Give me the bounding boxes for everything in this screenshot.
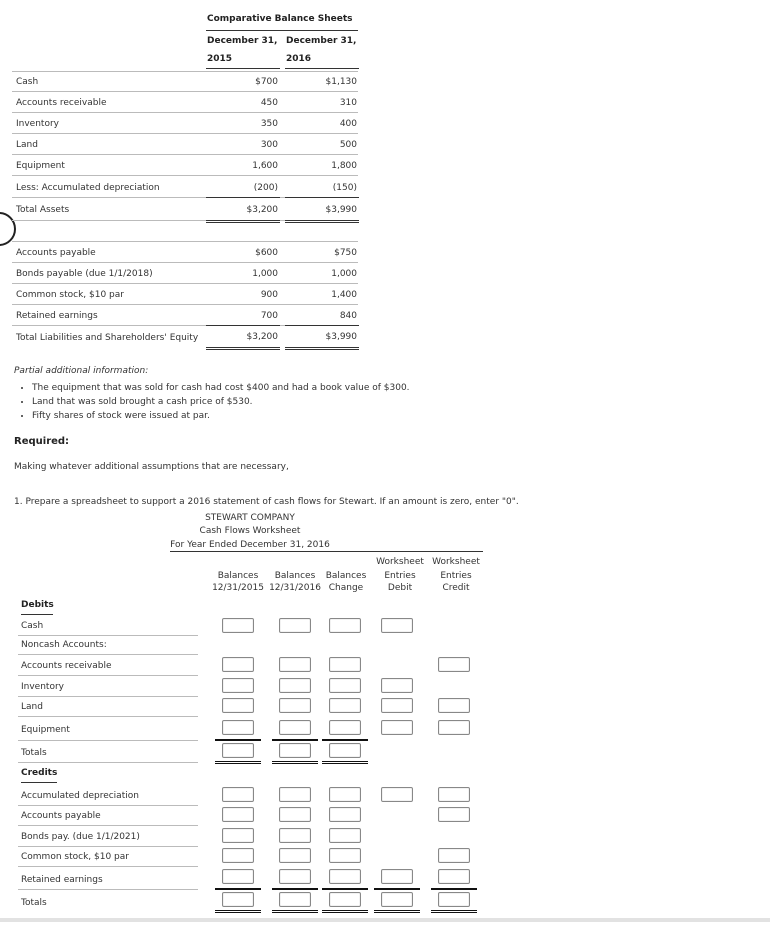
liability-2016-value: 840 <box>339 311 357 321</box>
question-text: 1. Prepare a spreadsheet to support a 2016 statement of cash flows for Stewart. If an amount is zero, enter "0". <box>14 497 519 507</box>
bonds-bal2016-input[interactable] <box>279 828 311 843</box>
re-credit-input[interactable] <box>438 869 470 884</box>
bonds-bal2015-input[interactable] <box>222 828 254 843</box>
row-rule <box>18 635 198 636</box>
credit-total-rule-debit <box>374 888 420 890</box>
double-rule-2015 <box>206 347 280 350</box>
equipment-debit-input[interactable] <box>381 720 413 735</box>
inventory-bal2016-input[interactable] <box>279 678 311 693</box>
asset-2015-value: 300 <box>260 140 278 150</box>
debits-underline <box>21 614 53 615</box>
asset-2015-value: 350 <box>260 119 278 129</box>
company-name: STEWART COMPANY <box>205 513 295 523</box>
partial-info-list <box>18 383 410 425</box>
row-rule <box>12 112 358 113</box>
debit-total-double-bal2016 <box>272 761 318 764</box>
liability-label: Common stock, $10 par <box>16 290 124 300</box>
liability-2015-value: 700 <box>260 311 278 321</box>
asset-2015-value: 450 <box>260 98 278 108</box>
stock-change-input[interactable] <box>329 848 361 863</box>
liability-2016-value: 1,000 <box>331 269 357 279</box>
subtotal-rule-2016 <box>285 325 359 326</box>
inventory-change-input[interactable] <box>329 678 361 693</box>
credit-row-label: Totals <box>21 898 47 908</box>
asset-label: Cash <box>16 77 39 87</box>
cash-bal2015-input[interactable] <box>222 618 254 633</box>
subtotal-rule-2015 <box>206 325 280 326</box>
title-divider <box>206 30 358 31</box>
liability-2015-value: 900 <box>260 290 278 300</box>
re-bal2015-input[interactable] <box>222 869 254 884</box>
credit-total-double-credit <box>431 910 477 913</box>
row-rule <box>18 805 198 806</box>
row-rule <box>12 154 358 155</box>
asset-label: Inventory <box>16 119 59 129</box>
info-bullet: • The equipment that was sold for cash had cost $400 and had a book value of $300. <box>32 383 410 393</box>
col-credit-l1: Worksheet <box>432 557 480 567</box>
col-debit-l2: Entries <box>384 571 416 581</box>
col-2015-header-line2: 2015 <box>207 54 233 64</box>
col-bal2015-l2: 12/31/2015 <box>212 583 264 593</box>
col-bal2016-l2: 12/31/2016 <box>269 583 321 593</box>
credit-row-label: Retained earnings <box>21 875 103 885</box>
balance-title: Comparative Balance Sheets <box>207 14 353 24</box>
row-rule <box>18 846 198 847</box>
info-bullet: • Fifty shares of stock were issued at par. <box>32 411 410 421</box>
liability-2015-value: 1,000 <box>252 269 278 279</box>
cash-bal2016-input[interactable] <box>279 618 311 633</box>
row-rule <box>18 654 198 655</box>
credit-total-rule-bal2015 <box>215 888 261 890</box>
row-rule <box>18 740 198 741</box>
row-rule <box>18 762 198 763</box>
asset-2016-value: 310 <box>339 98 357 108</box>
credit-row-label: Accumulated depreciation <box>21 791 139 801</box>
col-bal2016-l1: Balances <box>274 571 316 581</box>
equipment-bal2015-input[interactable] <box>222 720 254 735</box>
info-bullet: • Land that was sold brought a cash price of $530. <box>32 397 410 407</box>
land-change-input[interactable] <box>329 698 361 713</box>
col-2015-header-rule <box>206 68 280 69</box>
asset-label: Equipment <box>16 161 65 171</box>
land-debit-input[interactable] <box>381 698 413 713</box>
double-rule-2015 <box>206 220 280 223</box>
ap-credit-input[interactable] <box>438 807 470 822</box>
debits-heading: Debits <box>21 600 54 610</box>
col-change-l1: Balances <box>325 571 367 581</box>
asset-label: Less: Accumulated depreciation <box>16 183 160 193</box>
required-text: Making whatever additional assumptions that are necessary, <box>14 462 289 472</box>
liability-label: Accounts payable <box>16 248 96 258</box>
cash-change-input[interactable] <box>329 618 361 633</box>
page-bottom-scrollbar <box>0 918 770 922</box>
accdep-bal2016-input[interactable] <box>279 787 311 802</box>
re-change-input[interactable] <box>329 869 361 884</box>
subtotal-rule-2016 <box>285 197 359 198</box>
credits-underline <box>21 782 57 783</box>
ap-bal2016-input[interactable] <box>279 807 311 822</box>
asset-2016-value: $1,130 <box>325 77 357 87</box>
accdep-change-input[interactable] <box>329 787 361 802</box>
credit-total-rule-bal2016 <box>272 888 318 890</box>
re-debit-input[interactable] <box>381 869 413 884</box>
ar-bal2015-input[interactable] <box>222 657 254 672</box>
credit-total-double-change <box>322 910 368 913</box>
debit-total-double-bal2015 <box>215 761 261 764</box>
asset-2015-value: (200) <box>253 183 278 193</box>
accdep-bal2015-input[interactable] <box>222 787 254 802</box>
credit-row-label: Bonds pay. (due 1/1/2021) <box>21 832 140 842</box>
row-rule <box>18 675 198 676</box>
liability-2015-value: $600 <box>255 248 278 258</box>
debit-total-double-change <box>322 761 368 764</box>
total-assets-2015: $3,200 <box>246 205 278 215</box>
asset-2016-value: (150) <box>332 183 357 193</box>
debit-row-label: Noncash Accounts: <box>21 640 107 650</box>
credit-row-label: Accounts payable <box>21 811 101 821</box>
double-rule-2016 <box>285 220 359 223</box>
credit-total-change-input[interactable] <box>329 892 361 907</box>
worksheet-header-rule <box>170 551 483 552</box>
credits-heading: Credits <box>21 768 58 778</box>
debit-total-change-input[interactable] <box>329 743 361 758</box>
credit-total-double-debit <box>374 910 420 913</box>
debit-row-label: Totals <box>21 748 47 758</box>
bonds-change-input[interactable] <box>329 828 361 843</box>
row-rule <box>18 825 198 826</box>
row-rule <box>18 716 198 717</box>
equipment-change-input[interactable] <box>329 720 361 735</box>
total-liabilities-2016: $3,990 <box>325 332 357 342</box>
debit-total-rule-bal2015 <box>215 739 261 741</box>
row-rule <box>18 889 198 890</box>
ar-bal2016-input[interactable] <box>279 657 311 672</box>
credit-total-double-bal2016 <box>272 910 318 913</box>
stock-bal2016-input[interactable] <box>279 848 311 863</box>
col-change-l2: Change <box>328 583 364 593</box>
debit-total-bal2015-input[interactable] <box>222 743 254 758</box>
debit-row-label: Inventory <box>21 682 64 692</box>
equipment-bal2016-input[interactable] <box>279 720 311 735</box>
liability-2016-value: 1,400 <box>331 290 357 300</box>
liability-label: Retained earnings <box>16 311 98 321</box>
ar-change-input[interactable] <box>329 657 361 672</box>
worksheet-period: For Year Ended December 31, 2016 <box>170 540 330 550</box>
credit-total-rule-change <box>322 888 368 890</box>
required-heading: Required: <box>14 436 70 447</box>
row-rule <box>12 241 358 242</box>
col-2015-header-line1: December 31, <box>207 36 278 46</box>
credit-total-rule-credit <box>431 888 477 890</box>
worksheet-title: Cash Flows Worksheet <box>199 526 301 536</box>
liability-label: Bonds payable (due 1/1/2018) <box>16 269 153 279</box>
total-liabilities-label: Total Liabilities and Shareholders' Equity <box>16 333 199 343</box>
credit-total-credit-input[interactable] <box>438 892 470 907</box>
debit-row-label: Equipment <box>21 725 70 735</box>
row-rule <box>12 262 358 263</box>
re-bal2016-input[interactable] <box>279 869 311 884</box>
asset-label: Land <box>16 140 38 150</box>
col-2016-header-rule <box>285 68 359 69</box>
credit-row-label: Common stock, $10 par <box>21 852 129 862</box>
row-rule <box>12 175 358 176</box>
row-rule <box>12 304 358 305</box>
subtotal-rule-2015 <box>206 197 280 198</box>
total-assets-label: Total Assets <box>16 205 70 215</box>
col-2016-header-line2: 2016 <box>286 54 312 64</box>
row-rule <box>12 71 358 72</box>
credit-total-bal2016-input[interactable] <box>279 892 311 907</box>
asset-2015-value: 1,600 <box>252 161 278 171</box>
asset-2015-value: $700 <box>255 77 278 87</box>
land-bal2016-input[interactable] <box>279 698 311 713</box>
partial-info-heading: Partial additional information: <box>14 366 149 376</box>
row-rule <box>12 91 358 92</box>
inventory-bal2015-input[interactable] <box>222 678 254 693</box>
accdep-credit-input[interactable] <box>438 787 470 802</box>
col-bal2015-l1: Balances <box>217 571 259 581</box>
asset-2016-value: 1,800 <box>331 161 357 171</box>
credit-total-bal2015-input[interactable] <box>222 892 254 907</box>
row-rule <box>18 696 198 697</box>
land-bal2015-input[interactable] <box>222 698 254 713</box>
total-liabilities-2015: $3,200 <box>246 332 278 342</box>
debit-row-label: Accounts receivable <box>21 661 112 671</box>
ap-change-input[interactable] <box>329 807 361 822</box>
debit-row-label: Cash <box>21 621 44 631</box>
col-credit-l3: Credit <box>442 583 470 593</box>
debit-row-label: Land <box>21 702 43 712</box>
land-credit-input[interactable] <box>438 698 470 713</box>
col-debit-l1: Worksheet <box>376 557 424 567</box>
col-debit-l3: Debit <box>387 583 413 593</box>
col-credit-l2: Entries <box>440 571 472 581</box>
row-rule <box>12 283 358 284</box>
row-rule <box>12 133 358 134</box>
cash-debit-input[interactable] <box>381 618 413 633</box>
col-2016-header-line1: December 31, <box>286 36 357 46</box>
asset-2016-value: 500 <box>339 140 357 150</box>
stock-bal2015-input[interactable] <box>222 848 254 863</box>
credit-total-debit-input[interactable] <box>381 892 413 907</box>
debit-total-rule-change <box>322 739 368 741</box>
total-assets-2016: $3,990 <box>325 205 357 215</box>
accdep-debit-input[interactable] <box>381 787 413 802</box>
asset-2016-value: 400 <box>339 119 357 129</box>
ap-bal2015-input[interactable] <box>222 807 254 822</box>
inventory-debit-input[interactable] <box>381 678 413 693</box>
asset-label: Accounts receivable <box>16 98 107 108</box>
ar-credit-input[interactable] <box>438 657 470 672</box>
liability-2016-value: $750 <box>334 248 357 258</box>
debit-total-rule-bal2016 <box>272 739 318 741</box>
credit-total-double-bal2015 <box>215 910 261 913</box>
double-rule-2016 <box>285 347 359 350</box>
equipment-credit-input[interactable] <box>438 720 470 735</box>
stock-credit-input[interactable] <box>438 848 470 863</box>
row-rule <box>18 866 198 867</box>
debit-total-bal2016-input[interactable] <box>279 743 311 758</box>
